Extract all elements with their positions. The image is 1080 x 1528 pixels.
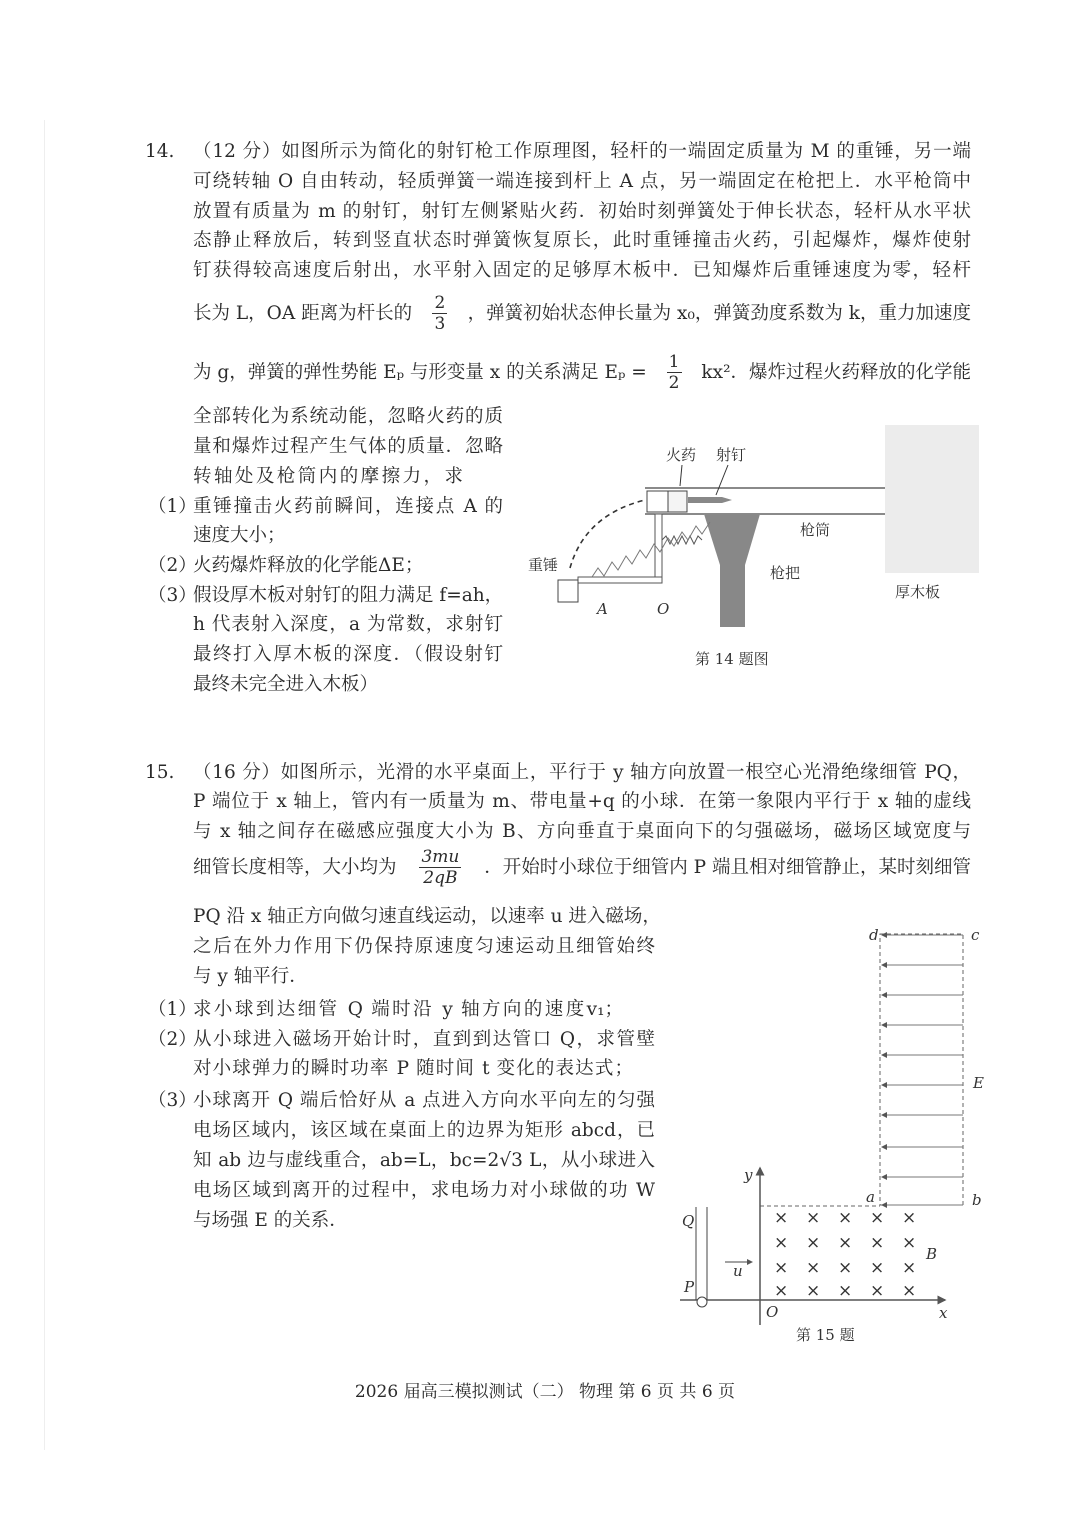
label-O: O	[657, 600, 670, 618]
label-P: P	[684, 1278, 695, 1296]
question-number: 15.	[145, 762, 175, 783]
cross-mark: ×	[870, 1281, 885, 1301]
figure-caption: 第 15 题	[796, 1326, 855, 1344]
label-E: E	[973, 1074, 984, 1092]
cross-mark: ×	[774, 1281, 789, 1301]
cross-mark: ×	[902, 1258, 917, 1278]
text-line: 放置有质量为 m 的射钉，射钉左侧紧贴火药．初始时刻弹簧处于伸长状态，轻杆从水平状	[193, 201, 971, 222]
cross-mark: ×	[902, 1208, 917, 1228]
text-line: 全部转化为系统动能，忽略火药的质	[193, 406, 503, 427]
text-segment: 细管长度相等，大小均为	[193, 856, 397, 878]
label-c: c	[971, 926, 980, 944]
label-B: B	[926, 1245, 938, 1263]
label-Q: Q	[682, 1212, 695, 1230]
text-segment: ，弹簧初始状态伸长量为 x₀，弹簧劲度系数为 k，重力加速度	[467, 302, 971, 324]
text-line: 与 x 轴之间存在磁感应强度大小为 B、方向垂直于桌面向下的匀强磁场，磁场区域宽度与	[193, 821, 971, 842]
label-d: d	[869, 926, 879, 944]
label-a: a	[866, 1188, 875, 1206]
subquestion-label: （1）	[148, 496, 197, 517]
page-footer: 2026 届高三模拟测试（二） 物理 第 6 页 共 6 页	[354, 1382, 736, 1402]
label-x: x	[939, 1304, 948, 1322]
cross-mark: ×	[774, 1258, 789, 1278]
text-line: 转轴处及枪筒内的摩擦力，求	[193, 466, 463, 487]
label-b: b	[972, 1191, 982, 1209]
subquestion-label: （2）	[148, 1029, 197, 1050]
fraction-denominator: 2qB	[423, 868, 458, 888]
cross-mark: ×	[806, 1208, 821, 1228]
magnetic-field-crosses	[774, 1208, 916, 1301]
cross-mark: ×	[902, 1233, 917, 1253]
cross-mark: ×	[870, 1258, 885, 1278]
text-line: 电场区域内，该区域在桌面上的边界为矩形 abcd，已	[193, 1120, 655, 1141]
text-line: （12 分）如图所示为简化的射钉枪工作原理图，轻杆的一端固定质量为 M 的重锤，另一端	[193, 141, 971, 162]
fraction-denominator: 2	[668, 373, 680, 393]
text-line: 最终未完全进入木板）	[193, 674, 379, 695]
label-handle: 枪把	[770, 564, 801, 582]
subquestion-label: （2）	[148, 555, 197, 576]
text-line: 对小球弹力的瞬时功率 P 随时间 t 变化的表达式；	[193, 1058, 633, 1079]
text-line: 知 ab 边与虚线重合，ab=L，bc=2√3 L，从小球进入	[193, 1150, 655, 1171]
text-line: 与 y 轴平行．	[193, 966, 308, 987]
label-powder: 火药	[666, 446, 697, 464]
cross-mark: ×	[806, 1281, 821, 1301]
text-line: h 代表射入深度，a 为常数，求射钉	[193, 614, 503, 635]
cross-mark: ×	[838, 1258, 853, 1278]
fraction-denominator: 3	[434, 314, 446, 334]
text-line: 钉获得较高速度后射出，水平射入固定的足够厚木板中．已知爆炸后重锤速度为零，轻杆	[193, 260, 971, 281]
cross-mark: ×	[870, 1208, 885, 1228]
electric-field-region	[880, 934, 963, 1205]
cross-mark: ×	[806, 1233, 821, 1253]
text-line: 重锤撞击火药前瞬间，连接点 A 的	[193, 496, 503, 517]
text-line: PQ 沿 x 轴正方向做匀速直线运动，以速率 u 进入磁场，	[193, 906, 661, 927]
fraction-numerator: 1	[668, 352, 680, 372]
label-hammer: 重锤	[528, 556, 559, 574]
label-nail: 射钉	[716, 446, 747, 464]
text-line: 态静止释放后，转到竖直状态时弹簧恢复原长，此时重锤撞击火药，引起爆炸，爆炸使射	[193, 230, 971, 251]
subquestion-label: （3）	[148, 1090, 197, 1111]
label-barrel: 枪筒	[800, 521, 831, 539]
cross-mark: ×	[774, 1208, 789, 1228]
cross-mark: ×	[870, 1233, 885, 1253]
cross-mark: ×	[806, 1258, 821, 1278]
subquestion-label: （1）	[148, 999, 197, 1020]
text-line: 可绕转轴 O 自由转动，轻质弹簧一端连接到杆上 A 点，另一端固定在枪把上．水平枪筒中	[193, 171, 971, 192]
cross-mark: ×	[838, 1208, 853, 1228]
cross-mark: ×	[774, 1233, 789, 1253]
text-segment: ．开始时小球位于细管内 P 端且相对细管静止，某时刻细管	[484, 856, 971, 878]
figure-caption: 第 14 题图	[695, 650, 769, 668]
text-line: 量和爆炸过程产生气体的质量．忽略	[193, 436, 503, 457]
text-segment: 为 g，弹簧的弹性势能 Eₚ 与形变量 x 的关系满足 Eₚ =	[193, 361, 647, 383]
text-line: 求小球到达细管 Q 端时沿 y 轴方向的速度v₁；	[193, 999, 623, 1020]
subquestion-label: （3）	[148, 585, 197, 606]
text-line: 与场强 E 的关系．	[193, 1210, 348, 1231]
cross-mark: ×	[902, 1281, 917, 1301]
fraction-numerator: 2	[434, 293, 446, 313]
text-segment: kx²．爆炸过程火药释放的化学能	[701, 361, 971, 383]
label-u: u	[733, 1262, 743, 1280]
label-A: A	[597, 600, 608, 618]
ball	[697, 1297, 707, 1307]
text-line: 电场区域到离开的过程中，求电场力对小球做的功 W	[193, 1180, 655, 1201]
cross-mark: ×	[838, 1281, 853, 1301]
text-segment: 长为 L，OA 距离为杆长的	[193, 302, 413, 324]
label-O: O	[766, 1303, 779, 1321]
cross-mark: ×	[838, 1233, 853, 1253]
label-board: 厚木板	[895, 583, 941, 601]
text-line: （16 分）如图所示，光滑的水平桌面上，平行于 y 轴方向放置一根空心光滑绝缘细管 PQ，	[193, 762, 971, 783]
question-number: 14.	[145, 141, 175, 162]
text-line: 最终打入厚木板的深度．（假设射钉	[193, 644, 503, 665]
text-line: 小球离开 Q 端后恰好从 a 点进入方向水平向左的匀强	[193, 1090, 655, 1111]
text-line: 火药爆炸释放的化学能ΔE；	[193, 555, 424, 576]
text-line: 从小球进入磁场开始计时，直到到达管口 Q，求管壁	[193, 1029, 655, 1050]
text-line: 假设厚木板对射钉的阻力满足 f=ah，	[193, 585, 504, 606]
electric-field-lines	[882, 935, 963, 1205]
text-line: P 端位于 x 轴上，管内有一质量为 m、带电量+q 的小球．在第一象限内平行于 x 轴的虚线	[193, 791, 971, 812]
label-y: y	[744, 1166, 753, 1184]
text-line: 之后在外力作用下仍保持原速度匀速运动且细管始终	[193, 936, 655, 957]
fraction-numerator: 3mu	[421, 847, 460, 867]
text-line: 速度大小；	[193, 525, 286, 546]
